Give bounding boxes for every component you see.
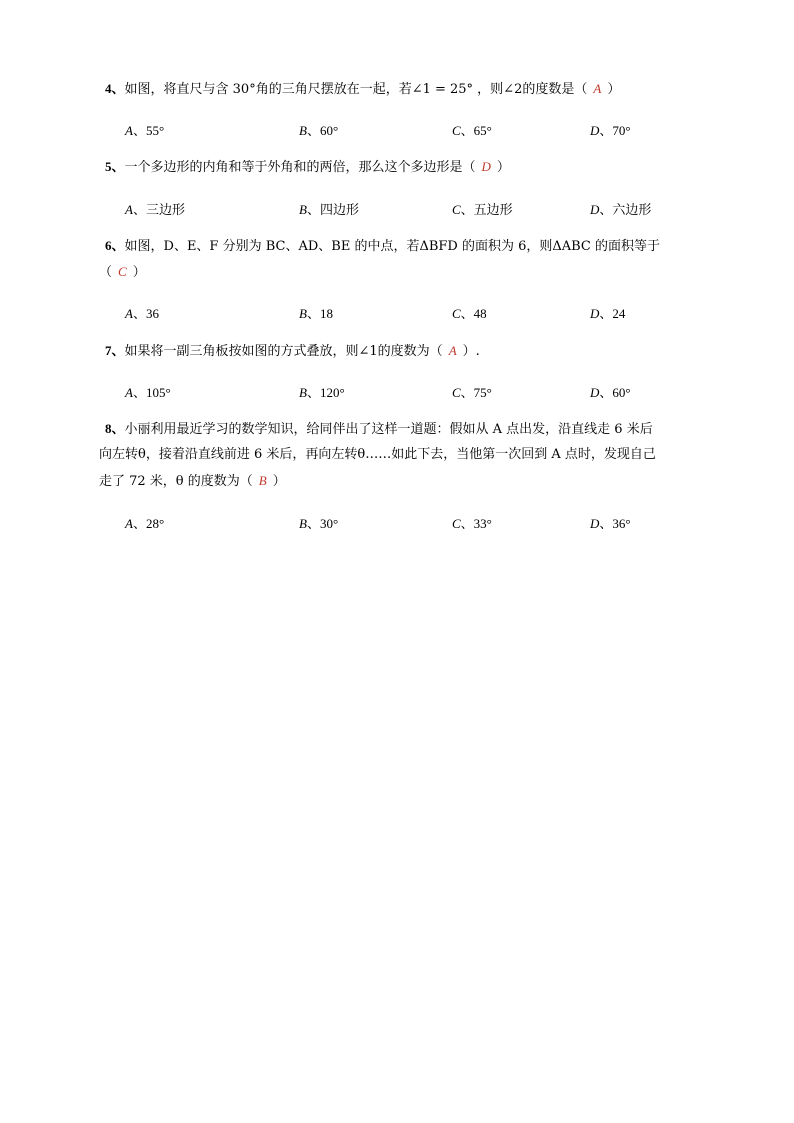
question-8-line-2 [99,442,709,468]
option-letter: A [125,516,133,531]
option-b [299,382,345,401]
question-text-end: ） [272,474,286,489]
answer-mark: A [448,343,457,358]
question-7 [105,338,715,365]
option-text: 、65° [460,123,492,138]
option-b [299,120,338,139]
options-row [125,303,685,323]
option-text: 、28° [132,516,165,531]
option-letter: B [299,385,307,400]
option-text: 、60° [599,385,631,400]
option-d [590,382,631,401]
option-text: 、三边形 [132,202,185,217]
option-a [125,382,171,401]
option-a [125,120,164,139]
option-letter: A [125,123,133,138]
option-a [125,303,159,322]
option-d [590,513,631,532]
option-text: 、30° [306,516,339,531]
option-letter: C [452,202,461,217]
question-4 [105,76,715,103]
question-text: 如图，将直尺与含 30°角的三角尺摆放在一起，若∠1 = 25° ，则∠2的度数是（ [124,82,588,97]
question-text: 如果将一副三角板按如图的方式叠放，则∠1的度数为（ [124,344,443,359]
option-text: 、36° [599,516,631,531]
option-letter: A [125,202,133,217]
option-text: 、105° [132,385,171,400]
option-b [299,199,359,218]
option-c [452,120,492,139]
option-d [590,120,631,139]
option-a [125,513,164,532]
question-number: 4、 [105,81,125,96]
question-number: 5、 [105,159,125,174]
options-row [125,199,685,219]
question-text: 如图，D、E、F 分别为 BC、AD、BE 的中点，若ΔBFD 的面积为 6，则ΔABC 的面积等于 [124,239,661,254]
option-letter: C [452,516,461,531]
option-b [299,513,338,532]
option-letter: D [590,385,600,400]
option-c [452,199,513,218]
question-number: 7、 [105,343,125,358]
option-letter: C [452,123,461,138]
option-text: 、60° [306,123,339,138]
option-text: 、36 [132,306,159,321]
option-letter: C [452,306,461,321]
question-number: 8、 [105,421,125,436]
question-text: 向左转θ，接着沿直线前进 6 米后，再向左转θ……如此下去，当他第一次回到 A 点时，发现自己 [99,447,656,462]
option-letter: C [452,385,461,400]
question-text-end: ） [132,265,146,280]
question-number: 6、 [105,238,125,253]
question-text-end: ） [607,82,621,97]
option-text: 、70° [599,123,631,138]
question-text: 一个多边形的内角和等于外角和的两倍，那么这个多边形是（ [124,160,476,175]
option-letter: B [299,516,307,531]
option-text: 、四边形 [306,202,359,217]
option-letter: B [299,123,307,138]
option-letter: D [590,202,600,217]
option-letter: D [590,306,600,321]
option-letter: A [125,385,133,400]
options-row [125,513,685,533]
options-row [125,120,685,140]
option-c [452,382,492,401]
answer-mark: A [593,81,602,96]
option-letter: D [590,516,600,531]
option-b [299,303,333,322]
question-text: （ [99,265,113,280]
option-c [452,513,492,532]
option-letter: D [590,123,600,138]
option-text: 、55° [132,123,165,138]
answer-mark: B [258,473,267,488]
answer-mark: C [118,264,127,279]
answer-mark: D [481,159,491,174]
option-text: 、33° [460,516,492,531]
question-text-end: ）. [462,344,480,359]
options-row [125,382,685,402]
question-text: 走了 72 米，θ 的度数为（ [99,474,253,489]
option-a [125,199,185,218]
option-letter: B [299,202,307,217]
question-6 [105,233,715,260]
option-text: 、五边形 [460,202,513,217]
option-text: 、48 [460,306,487,321]
option-text: 、六边形 [599,202,652,217]
question-text: 小丽利用最近学习的数学知识，给同伴出了这样一道题：假如从 A 点出发，沿直线走 6 米后 [124,422,653,437]
question-8-line-3 [99,468,709,495]
question-8 [105,416,715,443]
option-letter: B [299,306,307,321]
question-text-end: ） [496,160,510,175]
question-5 [105,154,715,181]
question-6-line-2 [99,259,709,286]
option-text: 、18 [306,306,333,321]
option-text: 、120° [306,385,345,400]
option-text: 、75° [460,385,492,400]
option-c [452,303,487,322]
option-d [590,303,625,322]
option-text: 、24 [599,306,626,321]
option-d [590,199,651,218]
option-letter: A [125,306,133,321]
